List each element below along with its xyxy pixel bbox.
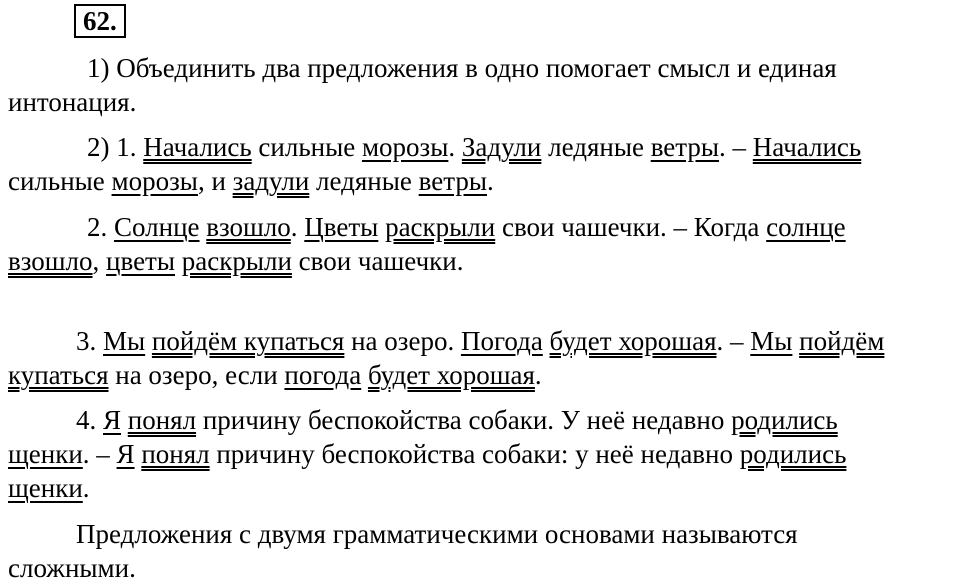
subject: солнце — [766, 212, 846, 242]
subject: морозы — [361, 132, 449, 162]
predicate: будет хорошая — [549, 326, 717, 356]
subject: Мы — [750, 326, 793, 356]
subject: щенки — [8, 439, 83, 469]
predicate: взошло — [8, 246, 93, 276]
text — [145, 326, 152, 356]
text: 2) 1. — [87, 132, 144, 162]
text: ледяные — [309, 166, 419, 196]
subject: ветры — [418, 166, 487, 196]
predicate: понял — [141, 439, 210, 469]
sentence-pair-4-line-3 — [8, 472, 90, 504]
text — [175, 246, 182, 276]
predicate: будет хорошая — [367, 360, 535, 390]
text — [121, 405, 128, 435]
text — [361, 360, 368, 390]
predicate: взошло — [206, 212, 291, 242]
sentence-pair-2-line-2 — [8, 245, 463, 277]
subject: Мы — [103, 326, 146, 356]
sentence-pair-3-line-2 — [8, 359, 542, 391]
conclusion-line-2: сложными. — [8, 553, 136, 583]
text: на озеро. — [344, 326, 461, 356]
text: . — [486, 166, 494, 196]
subject: Цветы — [304, 212, 379, 242]
predicate: Начались — [143, 132, 252, 162]
text: 2. — [87, 212, 114, 242]
text: . — [534, 360, 542, 390]
text: ледяные — [541, 132, 651, 162]
subject: Солнце — [114, 212, 200, 242]
subject: Погода — [460, 326, 543, 356]
predicate: пойдём — [799, 326, 885, 356]
text: сильные — [251, 132, 362, 162]
text: сильные — [8, 166, 112, 196]
predicate: родились — [739, 439, 847, 469]
sentence-pair-3-line-1 — [76, 325, 884, 357]
text: . – — [716, 326, 751, 356]
predicate: Задули — [461, 132, 542, 162]
predicate: пойдём купаться — [151, 326, 345, 356]
predicate: раскрыли — [181, 246, 292, 276]
text: . — [448, 132, 462, 162]
sentence-pair-2-line-1 — [87, 211, 846, 243]
subject: цветы — [106, 246, 175, 276]
text: свои чашечки. — [291, 246, 464, 276]
text: . — [82, 473, 90, 503]
paragraph-1-line-2: интонация. — [8, 87, 137, 117]
sentence-pair-1-line-2 — [8, 165, 494, 197]
sentence-pair-1-line-1 — [87, 131, 861, 163]
subject: щенки — [8, 473, 83, 503]
text: . – — [719, 132, 753, 162]
paragraph-1-line-1: 1) Объединить два предложения в одно помогает смысл и единая — [87, 53, 837, 83]
subject: Я — [103, 405, 122, 435]
subject: морозы — [111, 166, 198, 196]
predicate: раскрыли — [385, 212, 496, 242]
predicate: Начались — [752, 132, 862, 162]
predicate: купаться — [8, 360, 109, 390]
text: на озеро, если — [108, 360, 285, 390]
text: 4. — [76, 405, 103, 435]
predicate: понял — [127, 405, 197, 435]
task-number: 62. — [74, 4, 126, 38]
subject: Я — [116, 439, 135, 469]
sentence-pair-4-line-2 — [8, 438, 846, 470]
text: свои чашечки. – Когда — [495, 212, 767, 242]
predicate: родились — [731, 405, 838, 435]
text: причину беспокойства собаки: у неё недавно — [209, 439, 740, 469]
subject: погода — [284, 360, 362, 390]
text: , и — [197, 166, 233, 196]
text: , — [92, 246, 107, 276]
text: 3. — [76, 326, 103, 356]
conclusion-line-1: Предложения с двумя грамматическими основами называются — [76, 519, 798, 549]
text: причину беспокойства собаки. У неё недавно — [196, 405, 732, 435]
text: . — [290, 212, 305, 242]
predicate: задули — [232, 166, 310, 196]
subject: ветры — [650, 132, 720, 162]
text: . – — [82, 439, 117, 469]
sentence-pair-4-line-1 — [76, 404, 838, 436]
text — [543, 326, 550, 356]
